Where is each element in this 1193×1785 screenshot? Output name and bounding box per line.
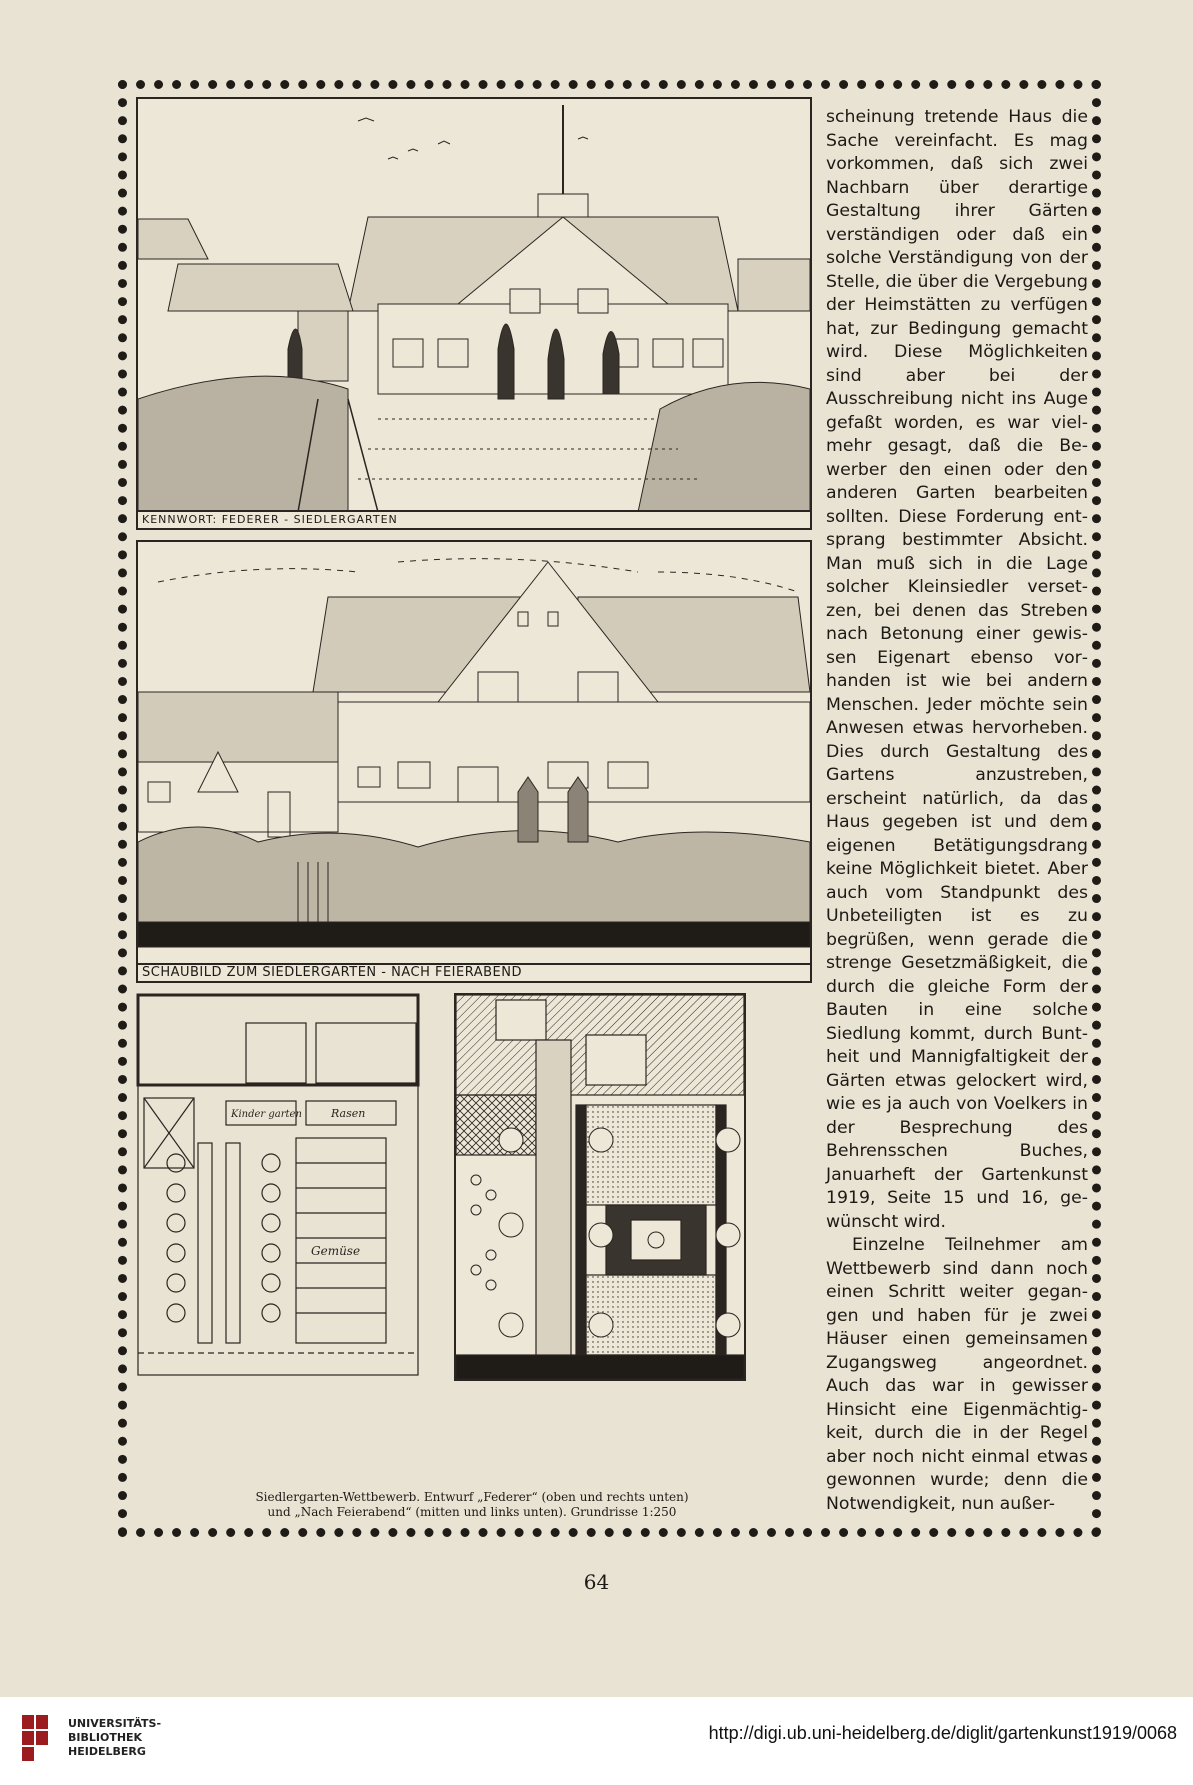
house-sketch-drawing (138, 99, 810, 512)
plan-label-kindergarten: Kinder garten (231, 1109, 302, 1120)
ground-plan-left-drawing (136, 993, 428, 1381)
digitization-footer (0, 1697, 1193, 1785)
cottage-sketch-drawing (138, 542, 810, 965)
paragraph-2: Einzelne Teilnehmer am Wettbewerb sind dann noch einen Schritt weiter gegangen und haben für je zwei Häuser einen gemeinsamen Zugangsweg angeordnet. Auch das war in gewisser Hinsicht eine Eigenmächtigkeit, durch die in der Regel aber noch nicht einmal etwas gewonnen wurde; denn die Notwendigkeit, nun außer- (826, 1235, 1088, 1514)
article-body-text (826, 106, 1088, 1516)
library-name (68, 1717, 161, 1759)
figure-caption (132, 1490, 812, 1520)
plan-label-rasen: Rasen (331, 1107, 366, 1120)
figure-caption-line-1: Siedlergarten-Wettbewerb. Entwurf „Federer“ (oben und rechts unten) (255, 1490, 689, 1504)
ground-plan-nach-feierabend (136, 993, 428, 1381)
ground-plan-right-drawing (456, 995, 744, 1379)
ground-plan-federer (454, 993, 746, 1381)
plan-label-gemuese: Gemüse (311, 1244, 361, 1258)
figure-label-middle: SCHAUBILD ZUM SIEDLERGARTEN - NACH FEIERABEND (138, 963, 810, 981)
illustration-federer-garden (136, 97, 812, 530)
paragraph-1: scheinung tretende Haus die Sache vereinfacht. Es mag vorkommen, daß sich zwei Nachbarn über derartige Gestaltung ihrer Gärten verständigen oder daß ein solche Verständigung von der Stelle, die über die Vergebung der Heimstätten zu verfügen hat, zur Bedingung gemacht wird. Diese Möglichkeiten sind aber bei der Ausschreibung nicht ins Auge gefaßt worden, es war vielmehr gesagt, daß die Bewerber den einen oder den anderen Garten bearbeiten sollten. Diese Forderung entsprang bestimmter Absicht. Man muß sich in die Lage solcher Kleinsiedler versetzen, bei denen das Streben nach Betonung einer gewissen Eigenart ebenso vorhanden ist wie bei andern Menschen. Jeder möchte sein Anwesen etwas hervorheben. Dies durch Gestaltung des Gartens anzustreben, erscheint natürlich, da das Haus gegeben ist und dem eigenen Betätigungsdrang keine Möglichkeit bietet. Aber auch vom Standpunkt des Unbeteiligten ist es zu begrüßen, wenn gerade die strenge Gesetzmäßigkeit, die durch die gleiche Form der Bauten in eine solche Siedlung kommt, durch Buntheit und Mannigfaltigkeit der Gärten etwas gelockert wird, wie es ja auch von Voelkers in der Besprechung des Behrensschen Buches, Januarheft der Gartenkunst 1919, Seite 15 und 16, gewünscht wird. (826, 107, 1088, 1232)
illustration-nach-feierabend (136, 540, 812, 983)
figures-column (132, 97, 812, 1522)
library-name-line-1: UNIVERSITÄTS- (68, 1717, 162, 1730)
figure-caption-line-2: und „Nach Feierabend“ (mitten und links unten). Grundrisse 1:250 (267, 1505, 677, 1519)
figure-label-top: KENNWORT: FEDERER - SIEDLERGARTEN (138, 510, 810, 528)
library-name-line-2: BIBLIOTHEK (68, 1731, 143, 1744)
page-number: 64 (583, 1570, 610, 1594)
library-name-line-3: HEIDELBERG (68, 1745, 146, 1758)
university-library-logo-icon (22, 1715, 60, 1765)
source-url-link[interactable]: http://digi.ub.uni-heidelberg.de/diglit/gartenkunst1919/0068 (708, 1723, 1177, 1743)
